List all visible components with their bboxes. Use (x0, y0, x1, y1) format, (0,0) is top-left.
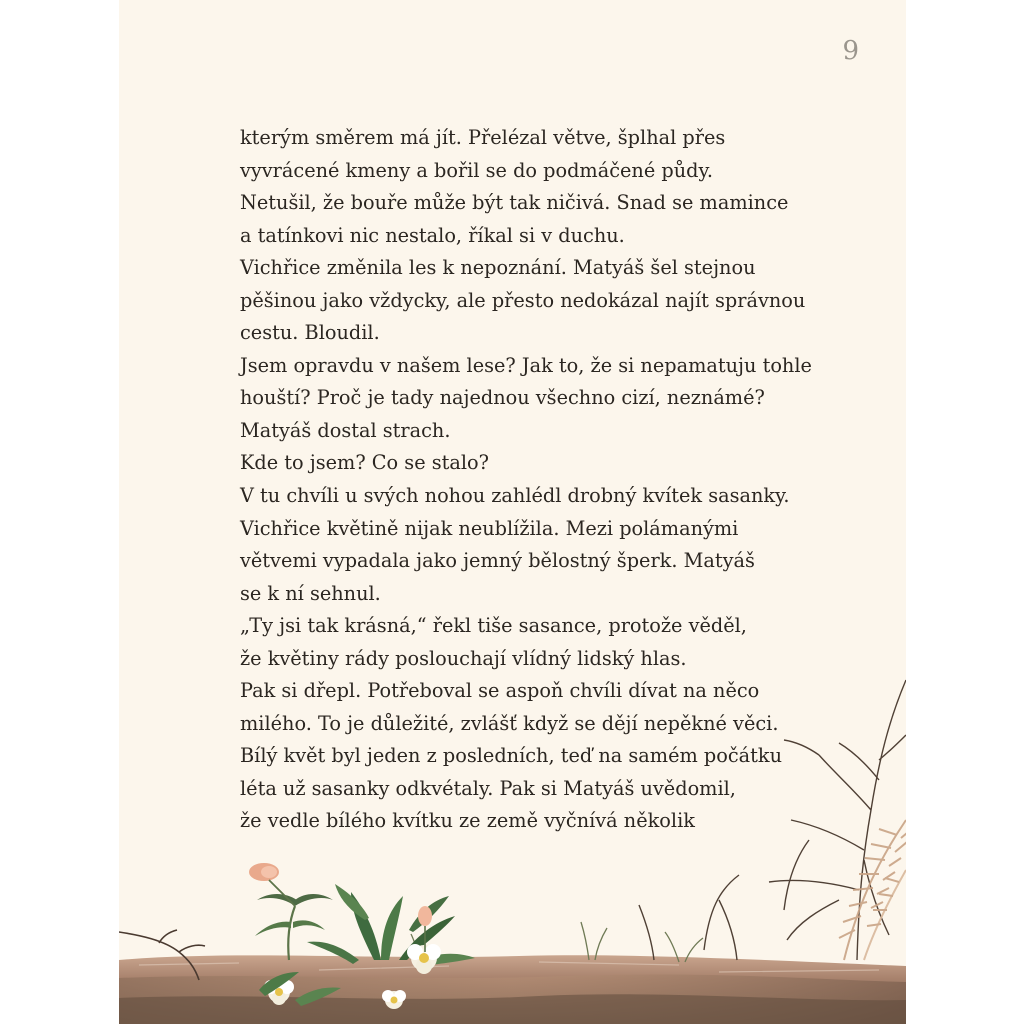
text-line: Pak si dřepl. Potřeboval se aspoň chvíli dívat na něco (240, 679, 760, 703)
text-line: Kde to jsem? Co se stalo? (240, 451, 489, 475)
text-line: milého. To je důležité, zvlášť když se dějí nepěkné věci. (240, 711, 779, 735)
text-line: cestu. Bloudil. (240, 321, 380, 345)
text-line: houští? Proč je tady najednou všechno cizí, neznámé? (240, 386, 765, 410)
text-line: Bílý květ byl jeden z posledních, teď na samém počátku (240, 744, 782, 768)
text-line: se k ní sehnul. (240, 581, 381, 605)
forest-floor-illustration (119, 660, 906, 1024)
text-line: že vedle bílého kvítku ze země vyčnívá několik (240, 809, 695, 833)
text-line: Vichřice květině nijak neublížila. Mezi polámanými (240, 516, 739, 540)
ground (119, 955, 906, 1024)
text-line: že květiny rády poslouchají vlídný lidský hlas. (240, 646, 687, 670)
dry-branches-right (639, 680, 906, 960)
text-line: vyvrácené kmeny a bořil se do podmáčené půdy. (240, 158, 713, 182)
anemone-bud-icon (249, 863, 279, 881)
text-line: „Ty jsi tak krásná,“ řekl tiše sasance, protože věděl, (240, 614, 747, 638)
text-line: Netušil, že bouře může být tak ničivá. Snad se mamince (240, 191, 789, 215)
page-number: 9 (842, 36, 859, 66)
text-line: Vichřice změnila les k nepoznání. Matyáš šel stejnou (240, 256, 756, 280)
text-line: a tatínkovi nic nestalo, říkal si v duchu. (240, 223, 625, 247)
book-page (119, 0, 906, 1024)
text-line: kterým směrem má jít. Přelézal větve, šplhal přes (240, 126, 726, 149)
text-line: pěšinou jako vždycky, ale přesto nedokázal najít správnou (240, 288, 806, 312)
text-line: Jsem opravdu v našem lese? Jak to, že si nepamatuju tohle (240, 353, 812, 377)
text-line: V tu chvíli u svých nohou zahlédl drobný kvítek sasanky. (240, 484, 790, 508)
text-line: léta už sasanky odkvétaly. Pak si Matyáš uvědomil, (240, 776, 736, 800)
text-line: Matyáš dostal strach. (240, 418, 451, 442)
text-line: větvemi vypadala jako jemný bělostný šperk. Matyáš (240, 549, 755, 573)
